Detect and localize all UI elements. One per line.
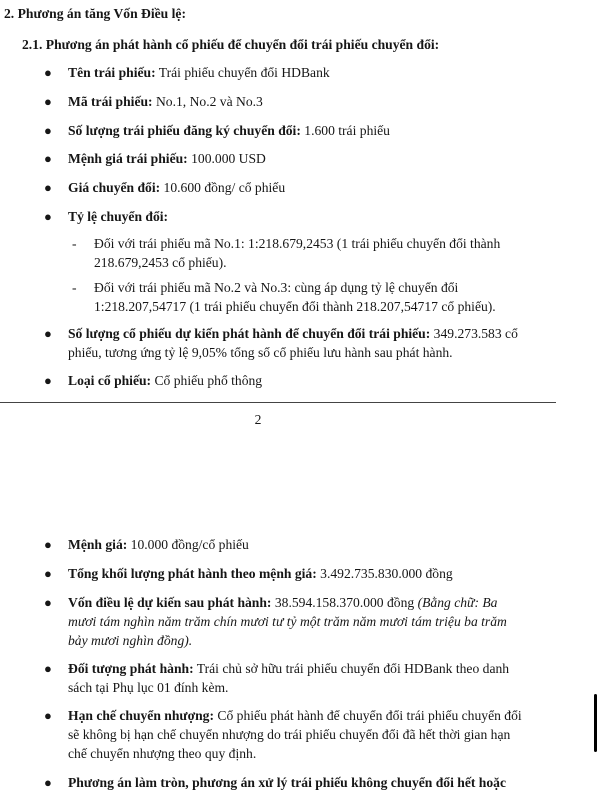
item-value: No.1, No.2 và No.3 [152, 94, 263, 109]
bullet-icon: ● [44, 708, 52, 723]
subitem-line: Đối với trái phiếu mã No.1: 1:218.679,2453 (1 trái phiếu chuyển đổi thành [94, 236, 501, 251]
item-continuation: chế chuyển nhượng theo quy định. [68, 746, 257, 761]
item-value: 349.273.583 cổ [430, 326, 518, 341]
item-label: Số lượng cổ phiếu dự kiến phát hành để chuyển đổi trái phiếu: [68, 326, 431, 341]
item-value: 38.594.158.370.000 đồng [271, 595, 418, 610]
page-footer-divider [0, 402, 556, 403]
item-value: 10.000 đồng/cổ phiếu [127, 537, 249, 552]
list-item-issue-target [68, 659, 586, 697]
bullet-icon: ● [44, 661, 52, 676]
item-label: Mệnh giá trái phiếu: [68, 151, 188, 166]
item-label: Vốn điều lệ dự kiến sau phát hành: [68, 595, 272, 610]
item-value: 3.492.735.830.000 đồng [316, 566, 453, 581]
bullet-icon: ● [44, 65, 52, 80]
bullet-icon: ● [44, 595, 52, 610]
item-value: Trái chủ sở hữu trái phiếu chuyển đổi HDBank theo danh [193, 661, 510, 676]
item-italic: (Bằng chữ: Ba [417, 595, 498, 610]
bullet-icon: ● [44, 180, 52, 195]
item-value: 10.600 đồng/ cổ phiếu [160, 180, 286, 195]
bullet-icon: ● [44, 151, 52, 166]
bullet-icon: ● [44, 326, 52, 341]
list-item-transfer-restriction [68, 706, 586, 763]
bullet-icon: ● [44, 373, 52, 388]
item-label: Đối tượng phát hành: [68, 661, 194, 676]
section-heading: 2. Phương án tăng Vốn Điều lệ: [4, 6, 186, 21]
item-value: 1.600 trái phiếu [300, 123, 390, 138]
page-number: 2 [254, 412, 262, 427]
item-value: Cổ phiếu phổ thông [151, 373, 263, 388]
dash-marker: - [72, 236, 77, 251]
ratio-subitem-no1 [94, 234, 560, 272]
list-item-bond-code [68, 92, 566, 111]
item-label: Mã trái phiếu: [68, 94, 153, 109]
item-value: 100.000 USD [187, 151, 266, 166]
list-item-bond-par-value [68, 149, 566, 168]
list-item-total-volume [68, 564, 566, 583]
item-continuation: sẽ không bị hạn chế chuyển nhượng do trái phiếu chuyển đổi đã hết thời gian hạn [68, 727, 511, 742]
list-item-share-type [68, 371, 566, 390]
bullet-icon: ● [44, 775, 52, 790]
list-item-charter-capital [68, 593, 586, 650]
item-value: Trái phiếu chuyển đổi HDBank [155, 65, 330, 80]
list-item-bond-name [68, 63, 566, 82]
item-label: Hạn chế chuyển nhượng: [68, 708, 214, 723]
subitem-line: 1:218.207,54717 (1 trái phiếu chuyển đổi thành 218.207,54717 cổ phiếu). [94, 299, 496, 314]
item-label: Mệnh giá: [68, 537, 128, 552]
item-label: Tỷ lệ chuyển đổi: [68, 209, 169, 224]
item-italic: bảy mươi nghìn đồng). [68, 633, 193, 648]
list-item-expected-shares [68, 324, 586, 362]
item-label: Tổng khối lượng phát hành theo mệnh giá: [68, 566, 317, 581]
bullet-icon: ● [44, 537, 52, 552]
list-item-conversion-ratio [68, 207, 566, 226]
scrollbar-thumb[interactable] [594, 694, 597, 752]
item-label: Số lượng trái phiếu đăng ký chuyển đổi: [68, 123, 301, 138]
list-item-rounding-plan [68, 773, 586, 792]
bullet-icon: ● [44, 566, 52, 581]
subitem-line: Đối với trái phiếu mã No.2 và No.3: cùng áp dụng tỷ lệ chuyển đổi [94, 280, 459, 295]
bullet-icon: ● [44, 94, 52, 109]
item-continuation: sách tại Phụ lục 01 đính kèm. [68, 680, 229, 695]
bullet-icon: ● [44, 209, 52, 224]
dash-marker: - [72, 280, 77, 295]
ratio-subitem-no2-no3 [94, 278, 560, 316]
item-value: Cổ phiếu phát hành để chuyển đổi trái phiếu chuyển đổi [214, 708, 522, 723]
list-item-conversion-price [68, 178, 566, 197]
bullet-icon: ● [44, 123, 52, 138]
item-italic: mươi tám nghìn năm trăm chín mươi tư tỷ một trăm năm mươi tám triệu ba trăm [68, 614, 507, 629]
list-item-par-value [68, 535, 566, 554]
subitem-line: 218.679,2453 cổ phiếu). [94, 255, 227, 270]
list-item-bond-quantity [68, 121, 566, 140]
item-label: Phương án làm tròn, phương án xử lý trái phiếu không chuyển đổi hết hoặc [68, 775, 506, 790]
item-continuation: phiếu, tương ứng tỷ lệ 9,05% tổng số cổ phiếu lưu hành sau phát hành. [68, 345, 453, 360]
subsection-heading: 2.1. Phương án phát hành cổ phiếu để chuyển đổi trái phiếu chuyển đổi: [22, 37, 440, 52]
item-label: Loại cổ phiếu: [68, 373, 152, 388]
item-label: Giá chuyển đổi: [68, 180, 161, 195]
item-label: Tên trái phiếu: [68, 65, 156, 80]
